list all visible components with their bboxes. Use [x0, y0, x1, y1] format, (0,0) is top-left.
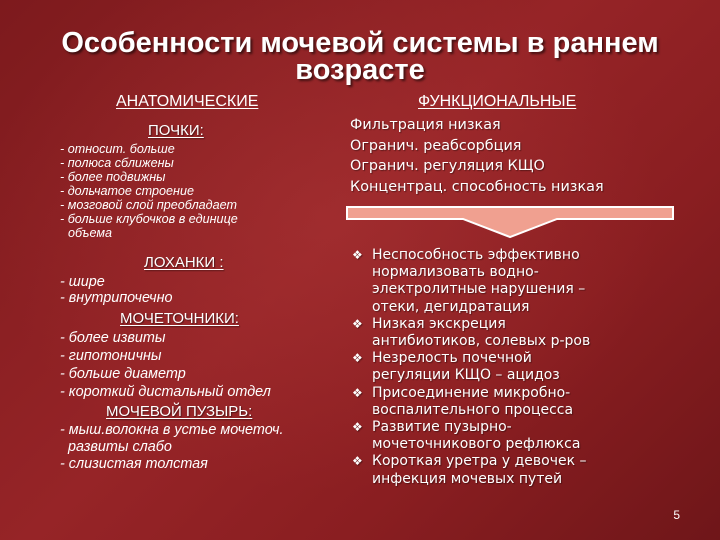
- consequence-line: отеки, дегидратация: [372, 298, 530, 315]
- slide-title: [40, 27, 680, 86]
- functional-item: Огранич. реабсорбция: [350, 137, 522, 154]
- consequence-line: Короткая уретра у девочек –: [372, 453, 587, 470]
- kidneys-item: - относит. больше: [60, 142, 175, 156]
- kidneys-title: ПОЧКИ:: [148, 122, 204, 139]
- bladder-item: - слизистая толстая: [60, 456, 208, 472]
- kidneys-item: - больше клубочков в единице: [60, 212, 238, 226]
- consequence-item: [352, 419, 672, 453]
- kidneys-item: - более подвижны: [60, 170, 166, 184]
- consequence-line: мочеточникового рефлюкса: [372, 436, 581, 453]
- consequence-item: [352, 385, 672, 419]
- consequence-item: [352, 350, 672, 384]
- consequences-list: [352, 247, 672, 488]
- diamond-bullet-icon: ❖: [352, 351, 363, 366]
- functional-item: Концентрац. способность низкая: [350, 178, 604, 195]
- slide-title-line2: возрасте: [295, 54, 425, 86]
- consequence-line: Развитие пузырно-: [372, 419, 512, 436]
- consequence-line: Незрелость почечной: [372, 350, 532, 367]
- consequence-line: Неспособность эффективно: [372, 247, 580, 263]
- anatomical-heading: АНАТОМИЧЕСКИЕ: [116, 93, 259, 110]
- consequence-line: воспалительного процесса: [372, 401, 574, 418]
- functional-list: [350, 115, 690, 197]
- pelvis-item: - внутрипочечно: [60, 290, 173, 306]
- ureters-title: МОЧЕТОЧНИКИ:: [120, 310, 239, 327]
- ureters-item: - более извиты: [60, 330, 166, 346]
- consequence-item: [352, 453, 672, 487]
- diamond-bullet-icon: ❖: [352, 248, 363, 262]
- kidneys-item: - мозговой слой преобладает: [60, 198, 238, 212]
- bladder-title: МОЧЕВОЙ ПУЗЫРЬ:: [106, 403, 253, 420]
- down-arrow-icon: [345, 205, 675, 239]
- pelvis-title: ЛОХАНКИ :: [144, 254, 224, 271]
- pelvis-item: - шире: [60, 274, 105, 290]
- ureters-item: - больше диаметр: [60, 366, 186, 382]
- consequence-item: [352, 247, 672, 316]
- kidneys-item: - полюса сближены: [60, 156, 174, 170]
- diamond-bullet-icon: ❖: [352, 454, 363, 469]
- functional-item: Фильтрация низкая: [350, 117, 501, 133]
- functional-item: Огранич. регуляция КЩО: [350, 158, 545, 174]
- consequence-line: Присоединение микробно-: [372, 384, 571, 401]
- kidneys-item: объема: [68, 226, 112, 240]
- bladder-item: развиты слабо: [68, 439, 172, 455]
- page-number: 5: [673, 508, 680, 522]
- bladder-item: - мыш.волокна в устье мочеточ.: [60, 422, 284, 438]
- ureters-item: - гипотоничны: [60, 348, 162, 364]
- consequence-line: антибиотиков, солевых р-ров: [372, 333, 591, 350]
- consequence-line: Низкая экскреция: [372, 315, 506, 332]
- ureters-item: - короткий дистальный отдел: [60, 384, 271, 400]
- slide-title-line1: Особенности мочевой системы в раннем: [61, 27, 659, 59]
- consequence-item: [352, 316, 672, 350]
- diamond-bullet-icon: ❖: [352, 420, 363, 435]
- diamond-bullet-icon: ❖: [352, 385, 363, 400]
- consequence-line: нормализовать водно-: [372, 264, 539, 281]
- consequence-line: инфекция мочевых путей: [372, 470, 563, 487]
- consequence-line: электролитные нарушения –: [372, 281, 586, 298]
- functional-heading: ФУНКЦИОНАЛЬНЫЕ: [418, 93, 577, 110]
- consequence-line: регуляции КЩО – ацидоз: [372, 367, 560, 384]
- kidneys-item: - дольчатое строение: [60, 184, 194, 198]
- diamond-bullet-icon: ❖: [352, 316, 363, 331]
